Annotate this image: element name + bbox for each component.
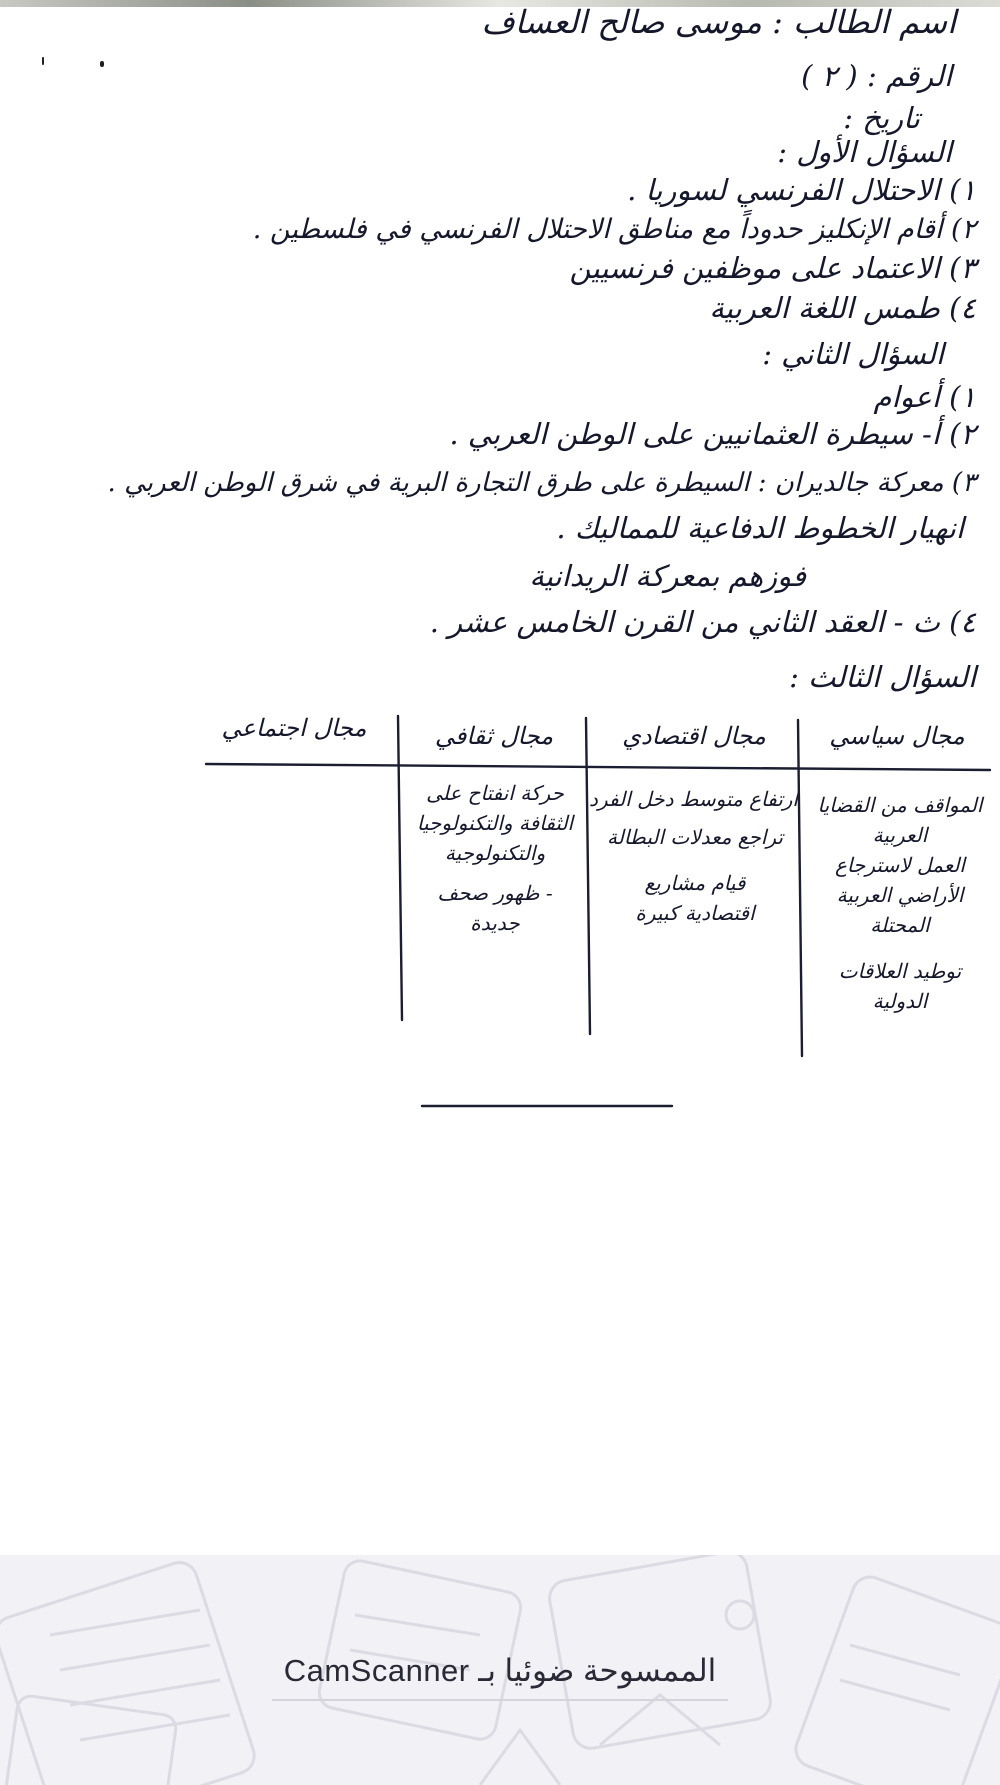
q2-answer-3: ٣) معركة جالديران : السيطرة على طرق التجارة البرية في شرق الوطن العربي . bbox=[107, 468, 976, 498]
table-cell-text: العربية bbox=[872, 823, 928, 847]
table-divider bbox=[398, 716, 402, 1020]
table-cell-text: تراجع معدلات البطالة bbox=[607, 825, 783, 849]
table-cell-text: الأراضي العربية bbox=[836, 883, 964, 907]
table-header-social: مجال اجتماعي bbox=[221, 714, 367, 742]
student-name: اسم الطالب : موسى صالح العساف bbox=[481, 3, 956, 41]
table-cell-text: الثقافة والتكنولوجيا bbox=[416, 811, 574, 835]
political-cell bbox=[802, 790, 998, 1016]
table-cell-text: - ظهور صحف bbox=[437, 881, 553, 905]
camscanner-footer bbox=[0, 1555, 1000, 1785]
q1-answer-3: ٣) الاعتماد على موظفين فرنسيين bbox=[569, 251, 976, 285]
q1-answer-1: ١) الاحتلال الفرنسي لسوريا . bbox=[627, 173, 976, 207]
table-header-rule bbox=[206, 764, 990, 770]
question-one-title: السؤال الأول : bbox=[777, 135, 952, 169]
table-header-political: مجال سياسي bbox=[829, 722, 965, 750]
q2-answer-1: ١) أعوام bbox=[873, 380, 976, 414]
table-cell-text: والتكنولوجية bbox=[444, 841, 546, 865]
table-cell-text: اقتصادية كبيرة bbox=[635, 901, 755, 925]
table-cell-text: العمل لاسترجاع bbox=[835, 853, 965, 877]
question-three-title: السؤال الثالث : bbox=[789, 660, 976, 694]
table-header-cultural: مجال ثقافي bbox=[434, 722, 554, 750]
q2-answer-4: ٤) ث - العقد الثاني من القرن الخامس عشر . bbox=[429, 605, 976, 639]
table-cell-text: حركة انفتاح على bbox=[426, 781, 564, 805]
date-label: تاريخ : bbox=[843, 101, 920, 135]
q2-answer-2: ٢) أ- سيطرة العثمانيين على الوطن العربي . bbox=[449, 417, 976, 451]
economic-cell bbox=[589, 784, 798, 928]
question-two-title: السؤال الثاني : bbox=[762, 337, 944, 371]
cultural-cell bbox=[404, 778, 586, 938]
table-cell-text: توطيد العلاقات bbox=[838, 959, 962, 983]
camscanner-caption: الممسوحة ضوئيا بـ CamScanner bbox=[283, 1653, 717, 1688]
q1-answer-2: ٢) أقام الإنكليز حدوداً مع مناطق الاحتلال الفرنسي في فلسطين . bbox=[252, 214, 976, 245]
table-divider bbox=[586, 718, 590, 1034]
table-header-economic: مجال اقتصادي bbox=[622, 722, 766, 750]
table-cell-text: ارتفاع متوسط دخل الفرد bbox=[589, 787, 798, 811]
table-cell-text: الدولية bbox=[872, 989, 928, 1013]
footer-divider bbox=[272, 1699, 728, 1701]
student-number: الرقم : ( ٢ ) bbox=[801, 59, 952, 93]
q2-answer-3-line-3: فوزهم بمعركة الريدانية bbox=[529, 559, 806, 593]
table-cell-text: قيام مشاريع bbox=[644, 871, 746, 895]
q2-answer-3-line-2: انهيار الخطوط الدفاعية للمماليك . bbox=[556, 511, 964, 545]
table-cell-text: المواقف من القضايا bbox=[817, 793, 983, 817]
table-cell-text: جديدة bbox=[470, 911, 520, 935]
table-cell-text: المحتلة bbox=[870, 913, 930, 937]
q1-answer-4: ٤) طمس اللغة العربية bbox=[709, 291, 976, 325]
